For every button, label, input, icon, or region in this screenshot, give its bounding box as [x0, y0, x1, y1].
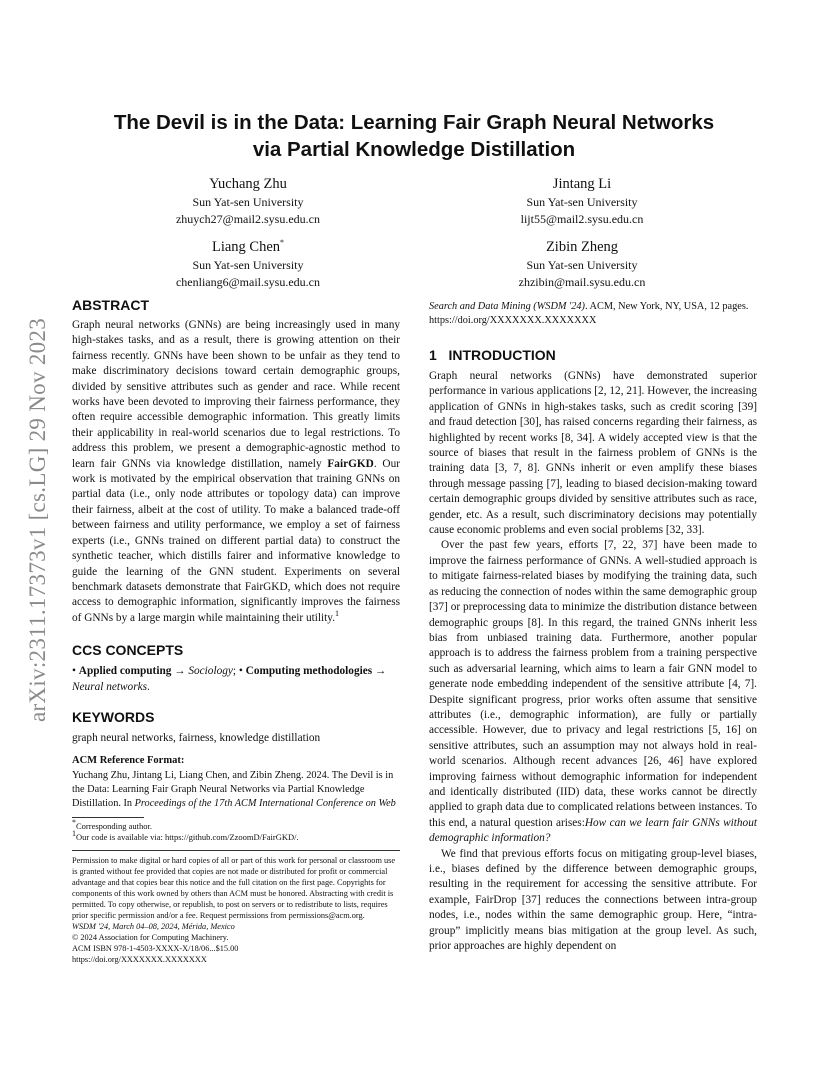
reference-venue: Proceedings of the 17th ACM International Conference on Web	[134, 797, 396, 809]
paper-title	[72, 109, 756, 163]
footnote-text: Our code is available via: https://github.com/ZzoomD/FairGKD/.	[76, 832, 299, 843]
footnote-rule	[72, 817, 144, 818]
footnote-text: Corresponding author.	[76, 820, 153, 831]
ccs-text	[72, 664, 400, 695]
author-email: lijt55@mail2.sysu.edu.cn	[520, 211, 644, 226]
author-block-2	[452, 175, 712, 227]
keywords-heading: KEYWORDS	[72, 708, 155, 725]
doi: https://doi.org/XXXXXXX.XXXXXXX	[72, 954, 207, 964]
bullet: •	[72, 665, 76, 678]
author-email: zhzibin@mail.sysu.edu.cn	[518, 274, 646, 289]
permission-text: Permission to make digital or hard copies of all or part of this work for personal or classroom use is granted without fee provided that copies are not made or distributed for profit or commercial advantage and that copies bear this notice and the full citation on the first page. Copyrights for components of this work owned by others than ACM must be honored. Abstracting with credit is permitted. To copy otherwise, or republish, to post on servers or to redistribute to lists, requires prior specific permission and/or a fee. Request permissions from permissions@acm.org.	[72, 855, 396, 920]
author-block-3	[118, 238, 378, 290]
arxiv-identifier: arXiv:2311.17373v1 [cs.LG] 29 Nov 2023	[25, 317, 50, 723]
abstract-text-part: Graph neural networks (GNNs) are being increasingly used in many high-stakes tasks, and as a result, there is growing attention on their fairness recently. GNNs have been shown to be unfair as they tend to make discriminatory decisions toward certain demographic groups, divided by sensitive attributes such as gender and race. While recent works have been devoted to improving their fairness performance, they often require accessible demographic information. This greatly limits their applicability in real-world scenarios due to legal restrictions. To address this problem, we present a demographic-agnostic method to learn fair GNNs via knowledge distillation, namely	[72, 319, 400, 470]
isbn: ACM ISBN 978-1-4503-XXXX-X/18/06...$15.00	[72, 943, 239, 953]
author-block-1	[118, 175, 378, 227]
author-name: Zibin Zheng	[545, 239, 619, 255]
corresponding-mark: *	[280, 238, 285, 248]
period: .	[147, 680, 150, 693]
author-affiliation: Sun Yat-sen University	[526, 258, 638, 272]
arrow: →	[374, 665, 387, 678]
title-line-2: via Partial Knowledge Distillation	[252, 138, 576, 161]
footnote-mark: *	[72, 817, 76, 827]
method-name: FairGKD	[327, 457, 374, 470]
conference-info: WSDM '24, March 04–08, 2024, Mérida, Mexico	[72, 921, 235, 931]
reference-part: Yuchang Zhu, Jintang Li, Liang Chen, and Zibin Zheng. 2024. The Devil is in the Data: Learning Fair Graph Neural Networks via Partial Knowledge Distillation. In	[72, 769, 394, 809]
reference-part: . ACM, New York, NY, USA, 12 pages. https://doi.org/XXXXXXX.XXXXXXX	[429, 301, 749, 326]
title-line-1: The Devil is in the Data: Learning Fair Graph Neural Networks	[113, 111, 715, 134]
ccs-item: Applied computing	[78, 665, 172, 678]
author-block-4	[452, 238, 712, 290]
author-name: Yuchang Zhu	[209, 176, 287, 192]
ccs-heading: CCS CONCEPTS	[72, 642, 184, 659]
permission-rule	[72, 850, 400, 851]
footnote-mark: 1	[335, 608, 340, 618]
intro-paragraph-1: Graph neural networks (GNNs) have demonstrated superior performance in various applications [2, 12, 21]. However, the increasing application of GNNs in high-stakes tasks, such as credit scoring [39] and fraud detection [30], has raised concerns regarding their fairness, as highlighted by recent works [8, 34]. A widely accepted view is that the source of biases that result in the fairness problem of GNNs is the training data [3, 7, 8]. GNNs inherit or even amplify these biases through message passing [7], leading to biased decision-making toward certain demographic groups divided by sensitive attributes such as race, gender, etc. As a result, such discriminatory decisions may potentially cause economic problems and even social problems [32, 33].	[429, 370, 757, 537]
author-name: Liang Chen	[211, 239, 281, 255]
left-column	[72, 296, 400, 965]
intro-paragraph-2	[429, 538, 757, 846]
ccs-item: Sociology	[188, 665, 233, 678]
reference-text	[72, 769, 400, 811]
author-affiliation: Sun Yat-sen University	[192, 258, 304, 272]
author-affiliation: Sun Yat-sen University	[526, 195, 638, 209]
intro-paragraph-3: We find that previous efforts focus on mitigating group-level biases, i.e., biases defined by the difference between demographic groups, resulting in the requirement for accessing the sensitive attribute. For example, FairDrop [37] reduces the connections between intra-group nodes, i.e., nodes within the same demographic group. Here, “intra-group” implicitly means bias mitigation at the group level. As such, prior approaches are highly dependent on	[429, 847, 757, 953]
research-question: How can we learn fair GNNs without demographic information?	[429, 816, 757, 845]
abstract-text-part: . Our work is motivated by the empirical observation that training GNNs on partial data (i.e., only node attributes or topology data) can improve their fairness, albeit at the cost of utility. To make a balanced trade-off between fairness and utility performance, we employ a set of fairness experts (i.e., GNNs trained on different partial data) to construct the synthetic teacher, which distills fairer and informative knowledge to guide the learning of the GNN student. Experiments on several benchmark datasets demonstrate that FairGKD, which does not require access to demographic information, significantly improves the fairness of GNNs by a large margin while maintaining their utility.	[72, 457, 401, 624]
ccs-item: Neural networks	[72, 680, 147, 693]
author-name: Jintang Li	[552, 176, 612, 192]
abstract-heading: ABSTRACT	[72, 297, 149, 313]
copyright: © 2024 Association for Computing Machinery.	[72, 932, 229, 942]
author-email: chenliang6@mail.sysu.edu.cn	[175, 274, 321, 289]
separator: ;	[232, 665, 237, 678]
footnote-corresponding	[72, 817, 400, 833]
reference-venue: Search and Data Mining (WSDM '24)	[429, 301, 585, 312]
abstract-text	[72, 318, 400, 626]
author-affiliation: Sun Yat-sen University	[192, 195, 304, 209]
author-email: zhuych27@mail2.sysu.edu.cn	[175, 211, 321, 226]
arrow: →	[174, 665, 186, 678]
keywords-text: graph neural networks, fairness, knowledge distillation	[72, 731, 321, 744]
bullet: •	[238, 665, 243, 678]
ccs-item: Computing methodologies	[245, 665, 373, 678]
paragraph-text: Over the past few years, efforts [7, 22, 37] have been made to improve the fairness performance of GNNs. A well-studied approach is to mitigate fairness-related biases by modifying the training data, such as reducing the connection of nodes within the same demographic group [37] or preprocessing data to minimize the distribution distance between demographic groups [8]. In this regard, the trained GNNs inherit less bias from unbiased training data. Furthermore, another popular approach is to address the fairness problem from a training perspective such as adversarial learning, which aims to learn a fair GNN model to generate node embedding independent of the sensitive attribute [4, 7]. Despite significant progress, prior works often assume that sensitive attributes (i.e., demographic information), are fully or partially accessible. However, due to privacy and legal restrictions [5, 16] on sensitive attributes, such an assumption may not always hold in real-world scenarios. Although recent advances [26, 46] have explored improving fairness without demographic information for independent and identically distributed (IID) data, these works cannot be directly applied to graph data due to complicated relations between instances. To this end, a natural question arises:	[429, 539, 757, 829]
reference-continuation	[429, 300, 757, 328]
reference-heading: ACM Reference Format:	[72, 755, 185, 767]
footnote-mark: 1	[72, 829, 76, 839]
right-column	[429, 300, 757, 954]
introduction-heading: 1 INTRODUCTION	[429, 347, 556, 363]
footnote-code	[72, 829, 400, 844]
